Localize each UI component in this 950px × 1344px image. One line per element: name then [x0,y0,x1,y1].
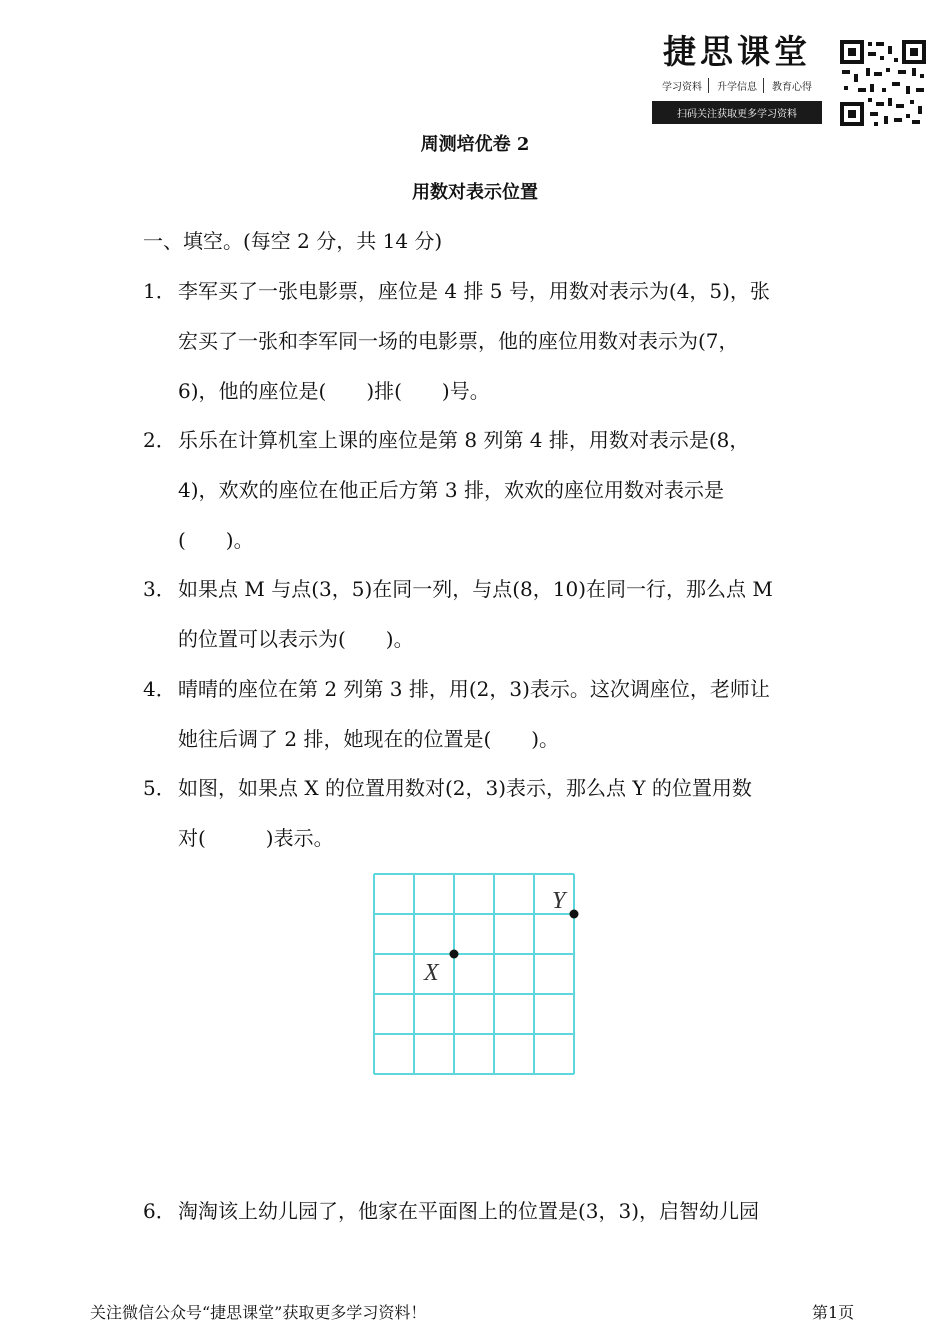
section-heading: 一、填空。(每空 2 分，共 14 分) [143,229,443,253]
coordinate-grid-figure [368,868,580,1078]
question-4-line: 她往后调了 2 排，她现在的位置是( )。 [178,727,560,751]
question-1-line: 李军买了一张电影票，座位是 4 排 5 号，用数对表示为(4，5)，张 [178,279,770,303]
grid-background [374,874,574,1074]
brand-tags [652,78,822,93]
question-4-line: 晴晴的座位在第 2 列第 3 排，用(2，3)表示。这次调座位，老师让 [178,677,770,701]
brand-tag: 升学信息 [711,78,764,93]
brand-tag: 学习资料 [656,78,709,93]
question-2-line: 4)，欢欢的座位在他正后方第 3 排，欢欢的座位用数对表示是 [178,478,724,502]
question-number: 1． [143,279,176,303]
brand-name: 捷思课堂 [663,32,811,71]
qr-code-icon [838,38,928,128]
question-number: 6． [143,1199,176,1223]
question-number: 4． [143,677,176,701]
question-5-line: 如图，如果点 X 的位置用数对(2，3)表示，那么点 Y 的位置用数 [178,776,752,800]
question-3-line: 的位置可以表示为( )。 [178,627,414,651]
question-5-line: 对( )表示。 [178,826,334,850]
point-label-y: Y [552,888,566,914]
question-number: 2． [143,428,176,452]
page-title: 周测培优卷 2 [420,134,530,155]
question-number: 3． [143,577,176,601]
question-1-line: 宏买了一张和李军同一场的电影票，他的座位用数对表示为(7， [178,329,739,353]
point-y [570,910,579,919]
question-3-line: 如果点 M 与点(3，5)在同一列，与点(8，10)在同一行，那么点 M [178,577,773,601]
question-6-line: 淘淘该上幼儿园了，他家在平面图上的位置是(3，3)，启智幼儿园 [178,1199,760,1223]
brand-tag: 教育心得 [772,82,812,93]
question-1-line: 6)，他的座位是( )排( )号。 [178,379,490,403]
question-2-line: ( )。 [178,528,254,552]
point-label-x: X [424,960,439,986]
point-x [450,950,459,959]
footer-note: 关注微信公众号“捷思课堂”获取更多学习资料！ [90,1303,427,1322]
brand-block [652,32,822,124]
page-number: 第1页 [812,1303,855,1322]
brand-slogan: 扫码关注获取更多学习资料 [652,101,822,124]
page-subtitle: 用数对表示位置 [412,182,538,203]
question-number: 5． [143,776,176,800]
question-2-line: 乐乐在计算机室上课的座位是第 8 列第 4 排，用数对表示是(8， [178,428,750,452]
